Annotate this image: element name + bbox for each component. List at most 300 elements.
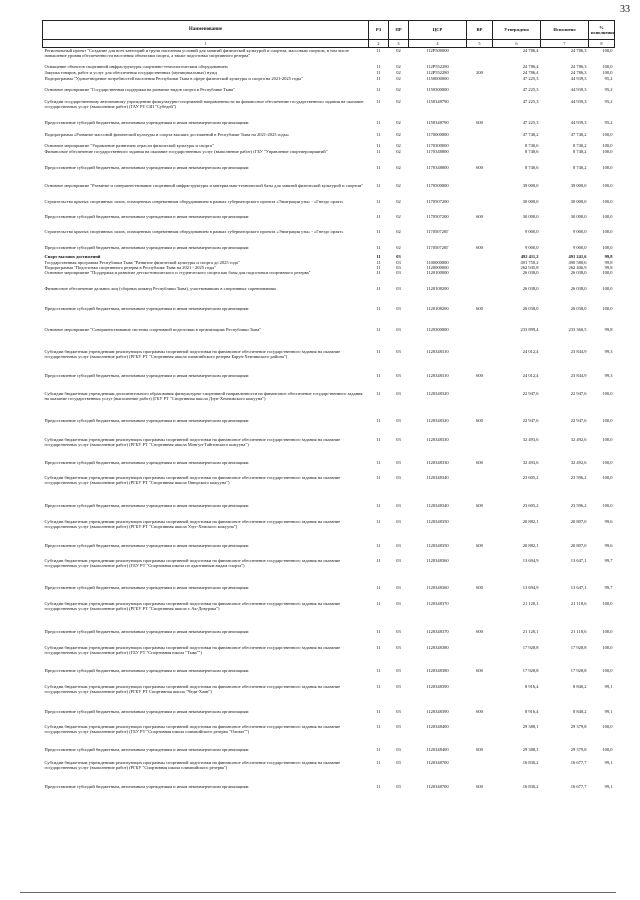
- row-pr-cell: 03: [396, 285, 401, 291]
- row-name-cell: Субсидии бюджетным учреждениям реализующих программы спортивной подготовки на финансовое обеспечение государственного задания на оказание государственных услуг (выполнение работ) (ГБУ РТ "Спортивная школа "Тыва""): [44, 644, 341, 655]
- row-pr-cell: 03: [396, 723, 401, 729]
- row-executed-cell: 23 844,9: [570, 348, 587, 354]
- row-csr-cell: 1120108200: [426, 305, 449, 311]
- row-name-cell: Субсидии бюджетным учреждениям дополнительного образования физкультурно-спортивной направленности на финансовое обеспечение государственного задания на оказание государственных услуг (выполнение работ) (ГБУ РТ "Спортивная школа Дзун-Хемчикского кожууна"): [44, 390, 363, 401]
- row-vr-cell: [467, 76, 493, 87]
- row-csr-cell: 1120348320: [426, 417, 449, 423]
- row-percent-cell: 100,0: [602, 48, 613, 53]
- row-percent-cell: 100,0: [602, 164, 613, 170]
- row-rz-cell: 11: [376, 372, 381, 378]
- row-percent-cell: 100,0: [602, 628, 613, 634]
- row-name-cell: Подпрограмма "Удовлетворение потребностей населения Республики Тыва в сфере физической культуры и спорта на 2021-2025 годы": [44, 75, 303, 81]
- row-name-cell: Субсидии бюджетным учреждениям реализующих программы спортивной подготовки на финансовое обеспечение государственного задания на оказание государственных услуг (выполнение работ) (РГБУ РТ "Спортивная школа олимпийского резерва Барун-Хемчикского района"): [44, 348, 341, 359]
- row-percent-cell: 95,2: [604, 119, 613, 125]
- row-executed-cell: 30 000,0: [570, 213, 587, 219]
- row-rz-cell: 11: [376, 253, 381, 259]
- row-name-cell: Субсидии бюджетным учреждениям реализующих программы спортивной подготовки на финансовое обеспечение государственного задания на оказание государственных услуг (выполнение работ) (РГБУ РТ "Спортивная школа Улуг-Хемского кожууна"): [44, 518, 341, 529]
- row-csr-cell: 1120100000: [426, 269, 449, 275]
- row-rz-cell: 11: [376, 305, 381, 311]
- row-percent-cell: 100,0: [602, 244, 613, 250]
- table-row: [43, 629, 615, 645]
- row-name-cell: Региональный проект "Создание для всех категорий и групп населения условий для занятий физической культурой и спортом, массовым спортом, в том числе повышение уровня обеспеченности населения объектами спорта, а также подготовка спортивного резерва": [44, 48, 349, 59]
- row-name-cell: Предоставление субсидий бюджетным, автономным учреждениям и иным некоммерческим организациям: [44, 584, 249, 590]
- row-csr-cell: 1120348350: [426, 518, 449, 524]
- header-pr: ПР: [389, 21, 409, 40]
- row-percent-cell: 99,8: [604, 264, 613, 270]
- row-name-cell: Основное мероприятие "Развитие и совершенствование спортивной инфраструктуры и материально-технической базы для занятий физической культурой и спортом": [44, 182, 364, 188]
- row-pr-cell: 02: [396, 98, 401, 104]
- row-csr-cell: 1120348390: [426, 708, 449, 714]
- row-rz-cell: 11: [376, 69, 381, 75]
- row-executed-cell: 39 000,0: [570, 182, 587, 188]
- row-vr-cell: [467, 48, 493, 64]
- row-percent-cell: 100,0: [602, 142, 613, 148]
- row-name-cell: Финансовое обеспечение дальних лиц (сборных команд Республики Тыва), участвовавших в спортивных соревнованиях: [44, 285, 277, 291]
- row-percent-cell: 100,0: [602, 213, 613, 219]
- row-approved-cell: 26 038,0: [522, 285, 539, 291]
- table-row: [43, 437, 615, 460]
- row-pr-cell: 02: [396, 142, 401, 148]
- row-vr-cell: [467, 99, 493, 120]
- row-rz-cell: 11: [376, 628, 381, 634]
- row-name-cell: Финансовое обеспечение государственного задания на оказание государственных услуг (выполнение работ) (ГБУ "Управление спортмероприятий": [44, 148, 328, 154]
- row-csr-cell: 1120348360: [426, 557, 449, 563]
- header-rz: РЗ: [369, 21, 389, 40]
- row-percent-cell: 99,8: [604, 253, 613, 259]
- row-csr-cell: 1120348370: [426, 628, 449, 634]
- row-name-cell: Субсидии бюджетным учреждениям реализующих программы спортивной подготовки на финансовое обеспечение государственного задания на оказание государственных услуг (выполнение работ) (РГБУ РТ "Спортивная школа Овюрского кожууна"): [44, 474, 341, 485]
- row-name-cell: Предоставление субсидий бюджетным, автономным учреждениям и иным некоммерческим организациям: [44, 164, 249, 170]
- row-vr-cell: [467, 199, 493, 214]
- table-row: [43, 306, 615, 327]
- table-row: [43, 165, 615, 183]
- column-number: 5: [467, 40, 493, 48]
- row-percent-cell: 100,0: [602, 285, 613, 291]
- row-percent-cell: 100,0: [602, 69, 613, 75]
- row-rz-cell: 11: [376, 164, 381, 170]
- row-pr-cell: 03: [396, 326, 401, 332]
- row-percent-cell: 100,0: [602, 502, 613, 508]
- table-row: [43, 645, 615, 668]
- row-rz-cell: 11: [376, 75, 381, 81]
- row-csr-cell: 1170348800: [426, 148, 449, 154]
- row-csr-cell: 112Р552280: [426, 63, 449, 69]
- row-vr-cell: 200: [476, 69, 483, 75]
- table-row: [43, 747, 615, 760]
- table-row: [43, 87, 615, 99]
- row-name-cell: Спорт высших достижений: [44, 253, 101, 259]
- row-pr-cell: 02: [396, 119, 401, 125]
- row-approved-cell: 20 882,1: [522, 542, 539, 548]
- row-csr-cell: 1120348310: [426, 348, 449, 354]
- table-row: [43, 601, 615, 629]
- row-executed-cell: 22 947,6: [570, 390, 587, 396]
- row-rz-cell: 11: [376, 182, 381, 188]
- table-row: [43, 558, 615, 585]
- row-name-cell: Субсидии бюджетным учреждениям реализующих программы спортивной подготовки на финансовое обеспечение государственного задания на оказание государственных услуг (выполнение работ) (РГБУ РТ "Спортивная школа Монгун-Тайгинского кожууна"): [44, 436, 341, 447]
- row-name-cell: Предоставление субсидий бюджетным, автономным учреждениям и иным некоммерческим организациям: [44, 119, 249, 125]
- row-approved-cell: 47 225,3: [522, 75, 539, 81]
- row-csr-cell: 1120348360: [426, 584, 449, 590]
- table-row: [43, 183, 615, 199]
- row-vr-cell: [467, 183, 493, 199]
- row-executed-cell: 9 000,0: [573, 228, 587, 234]
- row-csr-cell: 1120348340: [426, 474, 449, 480]
- table-row: [43, 391, 615, 418]
- table-row: [43, 709, 615, 724]
- row-approved-cell: 24 786,4: [522, 48, 539, 53]
- row-percent-cell: 100,0: [602, 228, 613, 234]
- row-vr-cell: 600: [476, 372, 483, 378]
- column-number-row: [43, 40, 615, 48]
- row-vr-cell: [467, 286, 493, 306]
- row-executed-cell: 30 000,0: [570, 198, 587, 204]
- row-approved-cell: 24 786,4: [522, 63, 539, 69]
- row-rz-cell: 11: [376, 119, 381, 125]
- row-vr-cell: [467, 645, 493, 668]
- row-percent-cell: 100,0: [602, 746, 613, 752]
- table-row: [43, 543, 615, 558]
- row-executed-cell: 20 807,0: [570, 542, 587, 548]
- row-rz-cell: 11: [376, 644, 381, 650]
- row-pr-cell: 03: [396, 783, 401, 789]
- row-rz-cell: 11: [376, 557, 381, 563]
- row-approved-cell: 30 000,0: [522, 213, 539, 219]
- page-bottom-rule: [20, 892, 616, 893]
- row-csr-cell: 1120108200: [426, 285, 449, 291]
- row-approved-cell: 8 740,6: [525, 148, 539, 154]
- row-vr-cell: 600: [476, 119, 483, 125]
- row-approved-cell: 13 694,9: [522, 557, 539, 563]
- row-pr-cell: 03: [396, 683, 401, 689]
- row-name-cell: Субсидии бюджетным учреждениям реализующих программы спортивной подготовки на финансовое обеспечение государственного задания на оказание государственных услуг (выполнение работ) (РГБУ РТ "Спортивная школа г. Ак-Довурака"): [44, 600, 341, 611]
- row-executed-cell: 8 740,2: [573, 142, 587, 148]
- budget-execution-table: [42, 20, 615, 796]
- row-rz-cell: 11: [376, 98, 381, 104]
- row-executed-cell: 17 928,8: [570, 644, 587, 650]
- row-rz-cell: 11: [376, 326, 381, 332]
- row-percent-cell: 100,0: [602, 63, 613, 69]
- row-csr-cell: 112Р500000: [426, 48, 449, 53]
- row-executed-cell: 8 840,2: [573, 683, 587, 689]
- row-percent-cell: 100,0: [602, 644, 613, 650]
- row-percent-cell: 99,7: [604, 557, 613, 563]
- row-rz-cell: 11: [376, 459, 381, 465]
- row-name-cell: Подпрограмма "Подготовка спортивного резерва в Республике Тыва на 2021 - 2025 годы": [44, 264, 217, 270]
- column-number: 4: [409, 40, 467, 48]
- table-row: [43, 132, 615, 143]
- row-name-cell: Предоставление субсидий бюджетным, автономным учреждениям и иным некоммерческим организациям: [44, 459, 249, 465]
- row-executed-cell: 29 379,8: [570, 723, 587, 729]
- row-percent-cell: 99,1: [604, 783, 613, 789]
- table-row: [43, 373, 615, 391]
- row-rz-cell: 11: [376, 600, 381, 606]
- row-approved-cell: 29 388,1: [522, 746, 539, 752]
- row-percent-cell: 100,0: [602, 436, 613, 442]
- row-percent-cell: 100,0: [602, 459, 613, 465]
- row-name-cell: Государственная программа Республики Тыва "Развитие физической культуры и спорта до 2025 года": [44, 259, 240, 265]
- table-row: [43, 519, 615, 543]
- row-csr-cell: 117050720Г: [426, 244, 449, 250]
- row-csr-cell: 1170348800: [426, 164, 449, 170]
- row-approved-cell: 492 411,2: [520, 253, 539, 259]
- row-vr-cell: [467, 519, 493, 543]
- row-pr-cell: 03: [396, 459, 401, 465]
- row-executed-cell: 47 740,2: [570, 131, 587, 137]
- header-executed: Исполнено: [541, 21, 589, 40]
- row-pr-cell: 02: [396, 63, 401, 69]
- row-csr-cell: 1120348310: [426, 372, 449, 378]
- row-csr-cell: 1150300000: [426, 86, 449, 92]
- table-row: [43, 418, 615, 437]
- row-executed-cell: 13 647,1: [570, 584, 587, 590]
- row-vr-cell: [467, 87, 493, 99]
- row-vr-cell: [467, 149, 493, 165]
- row-pr-cell: 03: [396, 417, 401, 423]
- row-pr-cell: 02: [396, 148, 401, 154]
- row-executed-cell: 44 939,3: [570, 86, 587, 92]
- row-pr-cell: 03: [396, 584, 401, 590]
- header-approved: Утверждено: [493, 21, 541, 40]
- table-row: [43, 684, 615, 709]
- row-csr-cell: 1170507200: [426, 213, 449, 219]
- row-pr-cell: 03: [396, 667, 401, 673]
- row-percent-cell: 100,0: [602, 269, 613, 275]
- row-approved-cell: 47 225,3: [522, 119, 539, 125]
- row-executed-cell: 24 786,3: [570, 63, 587, 69]
- row-executed-cell: 23 596,2: [570, 502, 587, 508]
- row-approved-cell: 262 945,8: [520, 264, 539, 270]
- row-approved-cell: 26 038,0: [522, 269, 539, 275]
- row-csr-cell: 1120348370: [426, 600, 449, 606]
- row-executed-cell: 21 118,6: [570, 628, 587, 634]
- row-vr-cell: 600: [476, 305, 483, 311]
- row-pr-cell: 03: [396, 253, 401, 259]
- row-name-cell: Основное мероприятие "Поддержка и развитие детско-юношеского и студенческого спорта как базы для подготовки спортивного резерва": [44, 269, 311, 275]
- row-rz-cell: 11: [376, 228, 381, 234]
- row-rz-cell: 11: [376, 244, 381, 250]
- row-vr-cell: [467, 684, 493, 709]
- row-executed-cell: 8 740,2: [573, 164, 587, 170]
- row-executed-cell: 22 947,6: [570, 417, 587, 423]
- row-csr-cell: 1120300000: [426, 326, 449, 332]
- row-percent-cell: 100,0: [602, 390, 613, 396]
- table-row: [43, 724, 615, 747]
- row-percent-cell: 95,2: [604, 86, 613, 92]
- row-vr-cell: 600: [476, 213, 483, 219]
- row-name-cell: Основное мероприятие "Совершенствование системы спортивной подготовки в организациях Республики Тыва": [44, 326, 262, 332]
- row-approved-cell: 47 225,3: [522, 86, 539, 92]
- column-number: 1: [43, 40, 369, 48]
- row-approved-cell: 24 012,4: [522, 372, 539, 378]
- row-csr-cell: 1170507200: [426, 198, 449, 204]
- row-vr-cell: 600: [476, 502, 483, 508]
- row-rz-cell: 11: [376, 213, 381, 219]
- row-rz-cell: 11: [376, 264, 381, 270]
- row-approved-cell: 16 830,2: [522, 759, 539, 765]
- row-executed-cell: 32 492,6: [570, 459, 587, 465]
- row-name-cell: Предоставление субсидий бюджетным, автономным учреждениям и иным некоммерческим организациям: [44, 628, 249, 634]
- row-approved-cell: 491 750,2: [520, 259, 539, 265]
- row-percent-cell: 99,6: [604, 542, 613, 548]
- table-row: [43, 120, 615, 132]
- row-approved-cell: 17 928,8: [522, 644, 539, 650]
- row-rz-cell: 11: [376, 723, 381, 729]
- row-percent-cell: 99,7: [604, 584, 613, 590]
- table-row: [43, 327, 615, 349]
- row-rz-cell: 11: [376, 285, 381, 291]
- row-percent-cell: 99,3: [604, 372, 613, 378]
- row-vr-cell: [467, 132, 493, 143]
- row-csr-cell: 112Р552280: [426, 69, 449, 75]
- table-row: [43, 214, 615, 229]
- row-name-cell: Предоставление субсидий бюджетным, автономным учреждениям и иным некоммерческим организациям: [44, 783, 249, 789]
- row-name-cell: Основное мероприятие "Государственная поддержка на развитие видов спорта в Республике Тыва": [44, 86, 235, 92]
- row-executed-cell: 490 580,6: [568, 259, 587, 265]
- row-executed-cell: 16 677,7: [570, 759, 587, 765]
- column-number: 2: [369, 40, 389, 48]
- row-rz-cell: 11: [376, 759, 381, 765]
- row-name-cell: Предоставление субсидий бюджетным, автономным учреждениям и иным некоммерческим организациям: [44, 746, 249, 752]
- row-csr-cell: 1120348340: [426, 502, 449, 508]
- row-approved-cell: 47 225,3: [522, 98, 539, 104]
- row-approved-cell: 9 000,0: [525, 228, 539, 234]
- row-pr-cell: 03: [396, 557, 401, 563]
- table-header: [43, 21, 615, 48]
- column-number: 3: [389, 40, 409, 48]
- table-row: [43, 286, 615, 306]
- row-approved-cell: 24 786,4: [522, 69, 539, 75]
- row-percent-cell: 99,3: [604, 348, 613, 354]
- row-rz-cell: 11: [376, 63, 381, 69]
- row-approved-cell: 22 947,6: [522, 417, 539, 423]
- row-executed-cell: 8 840,2: [573, 708, 587, 714]
- row-name-cell: Предоставление субсидий бюджетным, автономным учреждениям и иным некоммерческим организациям: [44, 708, 249, 714]
- row-pr-cell: 03: [396, 264, 401, 270]
- row-executed-cell: 13 647,1: [570, 557, 587, 563]
- header-vr: ВР: [467, 21, 493, 40]
- row-percent-cell: 99,1: [604, 708, 613, 714]
- row-executed-cell: 26 038,0: [570, 285, 587, 291]
- row-name-cell: Предоставление субсидий бюджетным, автономным учреждениям и иным некоммерческим организациям: [44, 213, 249, 219]
- row-approved-cell: 24 012,4: [522, 348, 539, 354]
- row-pr-cell: 03: [396, 259, 401, 265]
- row-pr-cell: 03: [396, 502, 401, 508]
- row-csr-cell: 1120348330: [426, 436, 449, 442]
- row-approved-cell: 9 000,0: [525, 244, 539, 250]
- row-rz-cell: 11: [376, 683, 381, 689]
- row-executed-cell: 233 360,5: [568, 326, 587, 332]
- row-name-cell: Предоставление субсидий бюджетным, автономным учреждениям и иным некоммерческим организациям: [44, 542, 249, 548]
- row-name-cell: Предоставление субсидий бюджетным, автономным учреждениям и иным некоммерческим организациям: [44, 305, 249, 311]
- row-pr-cell: 03: [396, 600, 401, 606]
- table-row: [43, 99, 615, 120]
- table-row: [43, 76, 615, 87]
- row-percent-cell: 100,0: [602, 417, 613, 423]
- row-csr-cell: 1120348700: [426, 759, 449, 765]
- row-executed-cell: 20 807,0: [570, 518, 587, 524]
- row-pr-cell: 03: [396, 628, 401, 634]
- row-csr-cell: 1120348390: [426, 683, 449, 689]
- row-pr-cell: 03: [396, 518, 401, 524]
- row-csr-cell: 1120000000: [426, 264, 449, 270]
- row-pr-cell: 03: [396, 390, 401, 396]
- row-name-cell: Предоставление субсидий бюджетным, автономным учреждениям и иным некоммерческим организациям: [44, 502, 249, 508]
- row-csr-cell: 1170300000: [426, 142, 449, 148]
- table-row: [43, 245, 615, 254]
- row-percent-cell: 99,1: [604, 683, 613, 689]
- row-vr-cell: [467, 437, 493, 460]
- row-name-cell: Основное мероприятие "Управление развитием отрасли физической культуры и спорта": [44, 142, 214, 148]
- row-pr-cell: 03: [396, 305, 401, 311]
- row-name-cell: Предоставление субсидий бюджетным, автономным учреждениям и иным некоммерческим организациям: [44, 417, 249, 423]
- row-percent-cell: 95,2: [604, 75, 613, 81]
- row-approved-cell: 22 947,6: [522, 390, 539, 396]
- row-executed-cell: 491 241,6: [568, 253, 587, 259]
- row-name-cell: Подпрограмма «Развитие массовой физической культуры и спорта высших достижений в Республике Тыва на 2021-2025 годы»: [44, 131, 289, 137]
- row-approved-cell: 8 740,6: [525, 142, 539, 148]
- row-vr-cell: [467, 327, 493, 349]
- row-approved-cell: 20 882,1: [522, 518, 539, 524]
- row-csr-cell: 1120348380: [426, 644, 449, 650]
- row-approved-cell: 233 899,4: [520, 326, 539, 332]
- row-percent-cell: 100,0: [602, 600, 613, 606]
- row-name-cell: Субсидии бюджетным учреждениям реализующих программы спортивной подготовки на финансовое обеспечение государственного задания на оказание государственных услуг (выполнение работ) (РГБУ "Спортивная школа олимпийского резерва"): [44, 759, 341, 770]
- row-csr-cell: 1150000000: [426, 75, 449, 81]
- row-csr-cell: 1120348700: [426, 783, 449, 789]
- row-pr-cell: 02: [396, 48, 401, 53]
- row-name-cell: Оснащение объектов спортивной инфраструктуры спортивно-технологическим оборудованием: [44, 63, 228, 69]
- table-row: [43, 48, 615, 64]
- row-percent-cell: 100,0: [602, 474, 613, 480]
- table-row: [43, 349, 615, 373]
- row-vr-cell: 600: [476, 542, 483, 548]
- row-approved-cell: 23 605,2: [522, 502, 539, 508]
- row-pr-cell: 02: [396, 198, 401, 204]
- row-name-cell: Строительство крытых спортивных залов, оснащенных современным оборудованием в рамках губернаторского проекта «Эмиграция узы» - «Гнездо орлят»: [44, 198, 344, 204]
- table-row: [43, 149, 615, 165]
- row-percent-cell: 99,8: [604, 259, 613, 265]
- table-row: [43, 668, 615, 684]
- row-rz-cell: 11: [376, 348, 381, 354]
- row-approved-cell: 8 916,4: [525, 683, 539, 689]
- row-vr-cell: 600: [476, 746, 483, 752]
- column-number: 6: [493, 40, 541, 48]
- row-rz-cell: 11: [376, 746, 381, 752]
- row-approved-cell: 13 694,9: [522, 584, 539, 590]
- row-approved-cell: 21 120,1: [522, 628, 539, 634]
- row-executed-cell: 44 939,3: [570, 98, 587, 104]
- row-pr-cell: 02: [396, 69, 401, 75]
- row-pr-cell: 02: [396, 213, 401, 219]
- row-percent-cell: 99,8: [604, 326, 613, 332]
- row-vr-cell: 600: [476, 459, 483, 465]
- row-rz-cell: 11: [376, 783, 381, 789]
- header-name: Наименование: [43, 21, 369, 40]
- row-executed-cell: 26 038,0: [570, 269, 587, 275]
- row-pr-cell: 03: [396, 474, 401, 480]
- page-number: 33: [620, 4, 630, 15]
- row-pr-cell: 03: [396, 644, 401, 650]
- row-executed-cell: 23 596,2: [570, 474, 587, 480]
- row-pr-cell: 03: [396, 372, 401, 378]
- row-approved-cell: 47 740,2: [522, 131, 539, 137]
- row-rz-cell: 11: [376, 436, 381, 442]
- row-pr-cell: 02: [396, 228, 401, 234]
- row-approved-cell: 29 388,1: [522, 723, 539, 729]
- row-percent-cell: 99,6: [604, 518, 613, 524]
- row-percent-cell: 99,1: [604, 759, 613, 765]
